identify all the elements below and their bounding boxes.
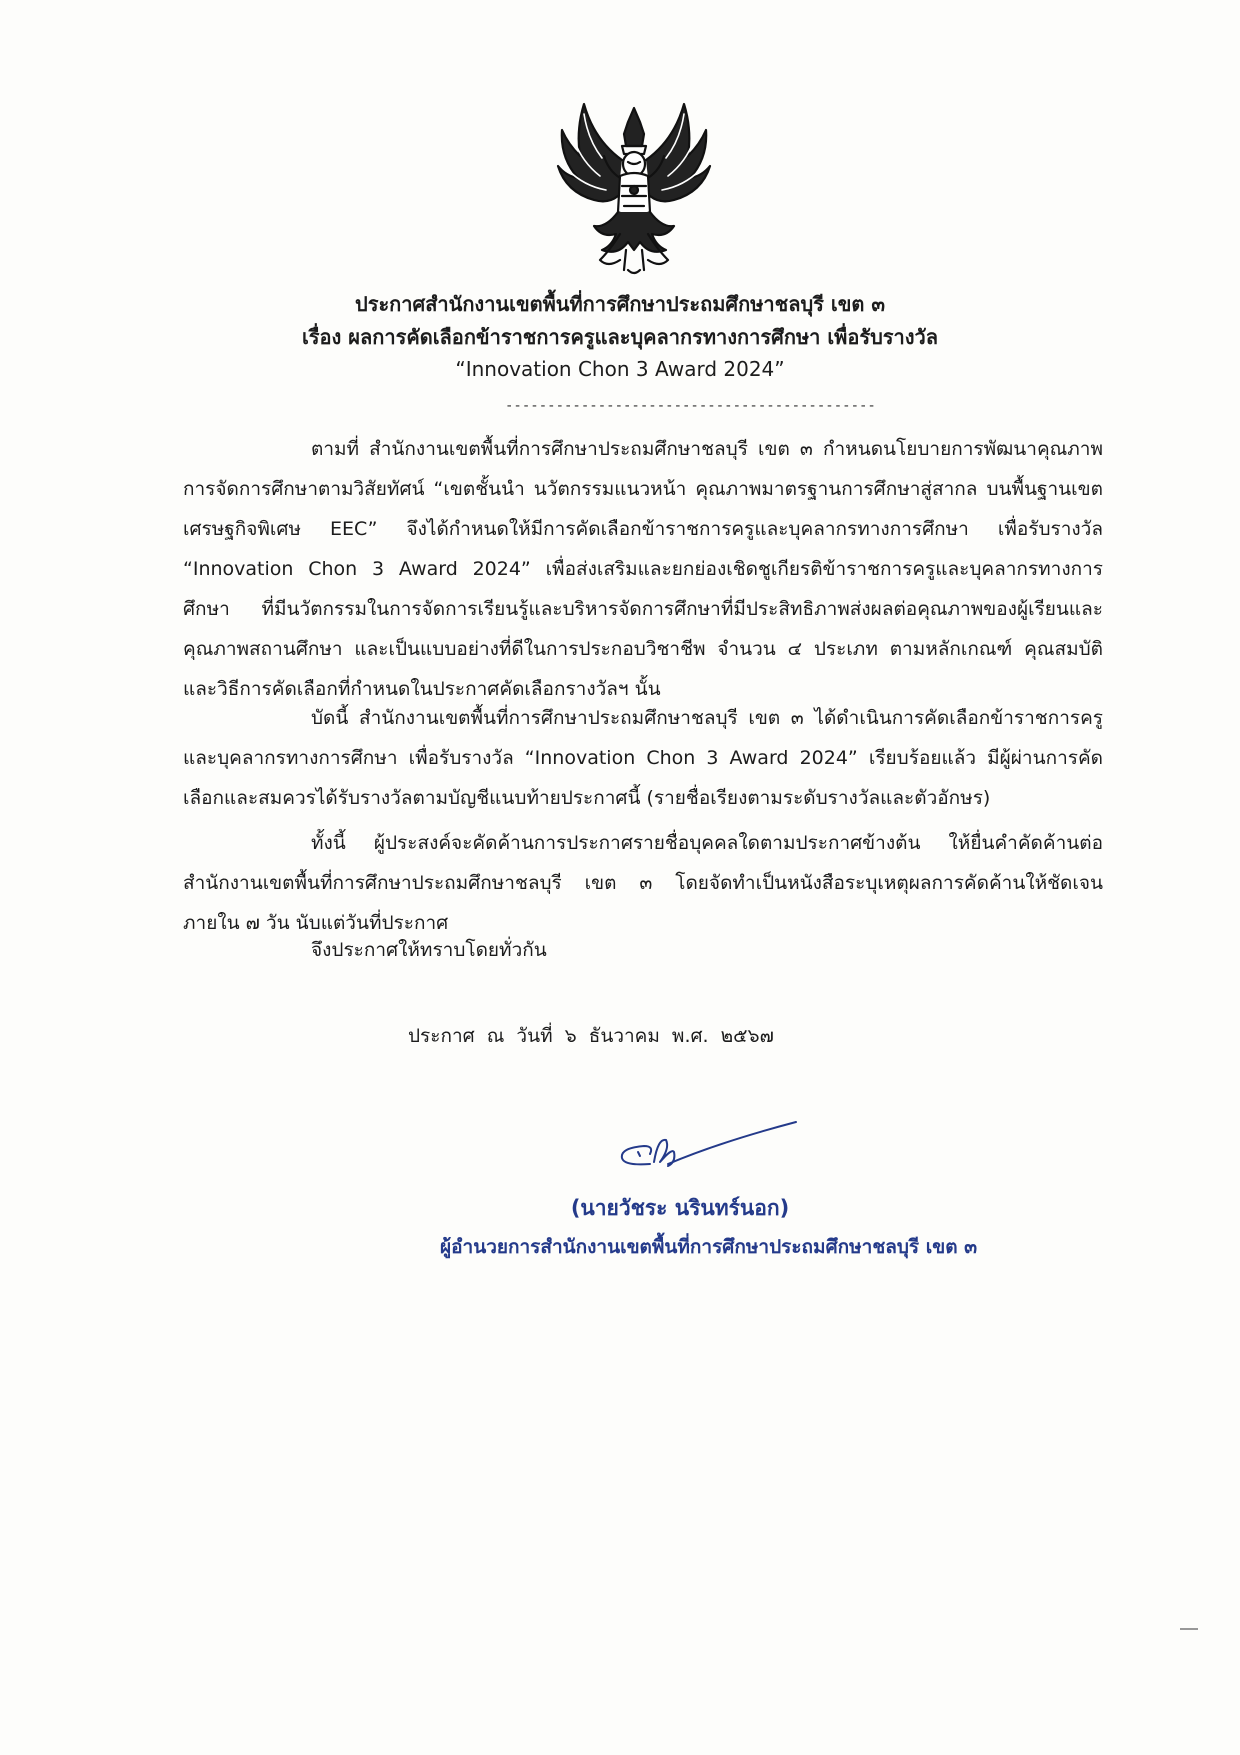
body-paragraph-3: ทั้งนี้ ผู้ประสงค์จะคัดค้านการประกาศรายชื่อบุคคลใดตามประกาศข้างต้น ให้ยื่นคำคัดค้านต่อสำนักงานเขตพื้นที่การศึกษาประถมศึกษาชลบุรี เขต ๓ โดยจัดทำเป็นหนังสือระบุเหตุผลการคัดค้านให้ชัดเจน ภายใน ๗ วัน นับแต่วันที่ประกาศ <box>183 832 1103 934</box>
signer-title: ผู้อำนวยการสำนักงานเขตพื้นที่การศึกษาประถมศึกษาชลบุรี เขต ๓ <box>440 1236 978 1258</box>
garuda-emblem-icon <box>554 100 714 280</box>
announcement-title: ประกาศสำนักงานเขตพื้นที่การศึกษาประถมศึกษาชลบุรี เขต ๓ <box>355 292 885 316</box>
body-paragraph-2: บัดนี้ สำนักงานเขตพื้นที่การศึกษาประถมศึกษาชลบุรี เขต ๓ ได้ดำเนินการคัดเลือกข้าราชการครูและบุคลากรทางการศึกษา เพื่อรับรางวัล “Innovation Chon 3 Award 2024” เรียบร้อยแล้ว มีผู้ผ่านการคัดเลือกและสมควรได้รับรางวัลตามบัญชีแนบท้ายประกาศนี้ (รายชื่อเรียงตามระดับรางวัลและตัวอักษร) <box>183 707 1103 809</box>
signer-name: (นายวัชระ นรินทร์นอก) <box>570 1196 790 1220</box>
body-paragraph-4: จึงประกาศให้ทราบโดยทั่วกัน <box>311 939 547 961</box>
announcement-date: ประกาศ ณ วันที่ ๖ ธันวาคม พ.ศ. ๒๕๖๗ <box>408 1025 774 1047</box>
scan-mark <box>1180 1627 1198 1631</box>
body-paragraph-1: ตามที่ สำนักงานเขตพื้นที่การศึกษาประถมศึกษาชลบุรี เขต ๓ กำหนดนโยบายการพัฒนาคุณภาพการจัดการศึกษาตามวิสัยทัศน์ “เขตชั้นนำ นวัตกรรมแนวหน้า คุณภาพมาตรฐานการศึกษาสู่สากล บนพื้นฐานเขตเศรษฐกิจพิเศษ EEC” จึงได้กำหนดให้มีการคัดเลือกข้าราชการครูและบุคลากรทางการศึกษา เพื่อรับรางวัล “Innovation Chon 3 Award 2024” เพื่อส่งเสริมและยกย่องเชิดชูเกียรติข้าราชการครูและบุคลากรทางการศึกษา ที่มีนวัตกรรมในการจัดการเรียนรู้และบริหารจัดการศึกษาที่มีประสิทธิภาพส่งผลต่อคุณภาพของผู้เรียนและคุณภาพสถานศึกษา และเป็นแบบอย่างที่ดีในการประกอบวิชาชีพ จำนวน ๔ ประเภท ตามหลักเกณฑ์ คุณสมบัติ และวิธีการคัดเลือกที่กำหนดในประกาศคัดเลือกรางวัลฯ นั้น <box>183 438 1103 700</box>
handwritten-signature <box>610 1118 800 1178</box>
award-name: “Innovation Chon 3 Award 2024” <box>455 357 785 381</box>
announcement-subject: เรื่อง ผลการคัดเลือกข้าราชการครูและบุคลากรทางการศึกษา เพื่อรับรางวัล <box>301 325 939 349</box>
title-divider: -------------------------------------------- <box>505 398 876 414</box>
